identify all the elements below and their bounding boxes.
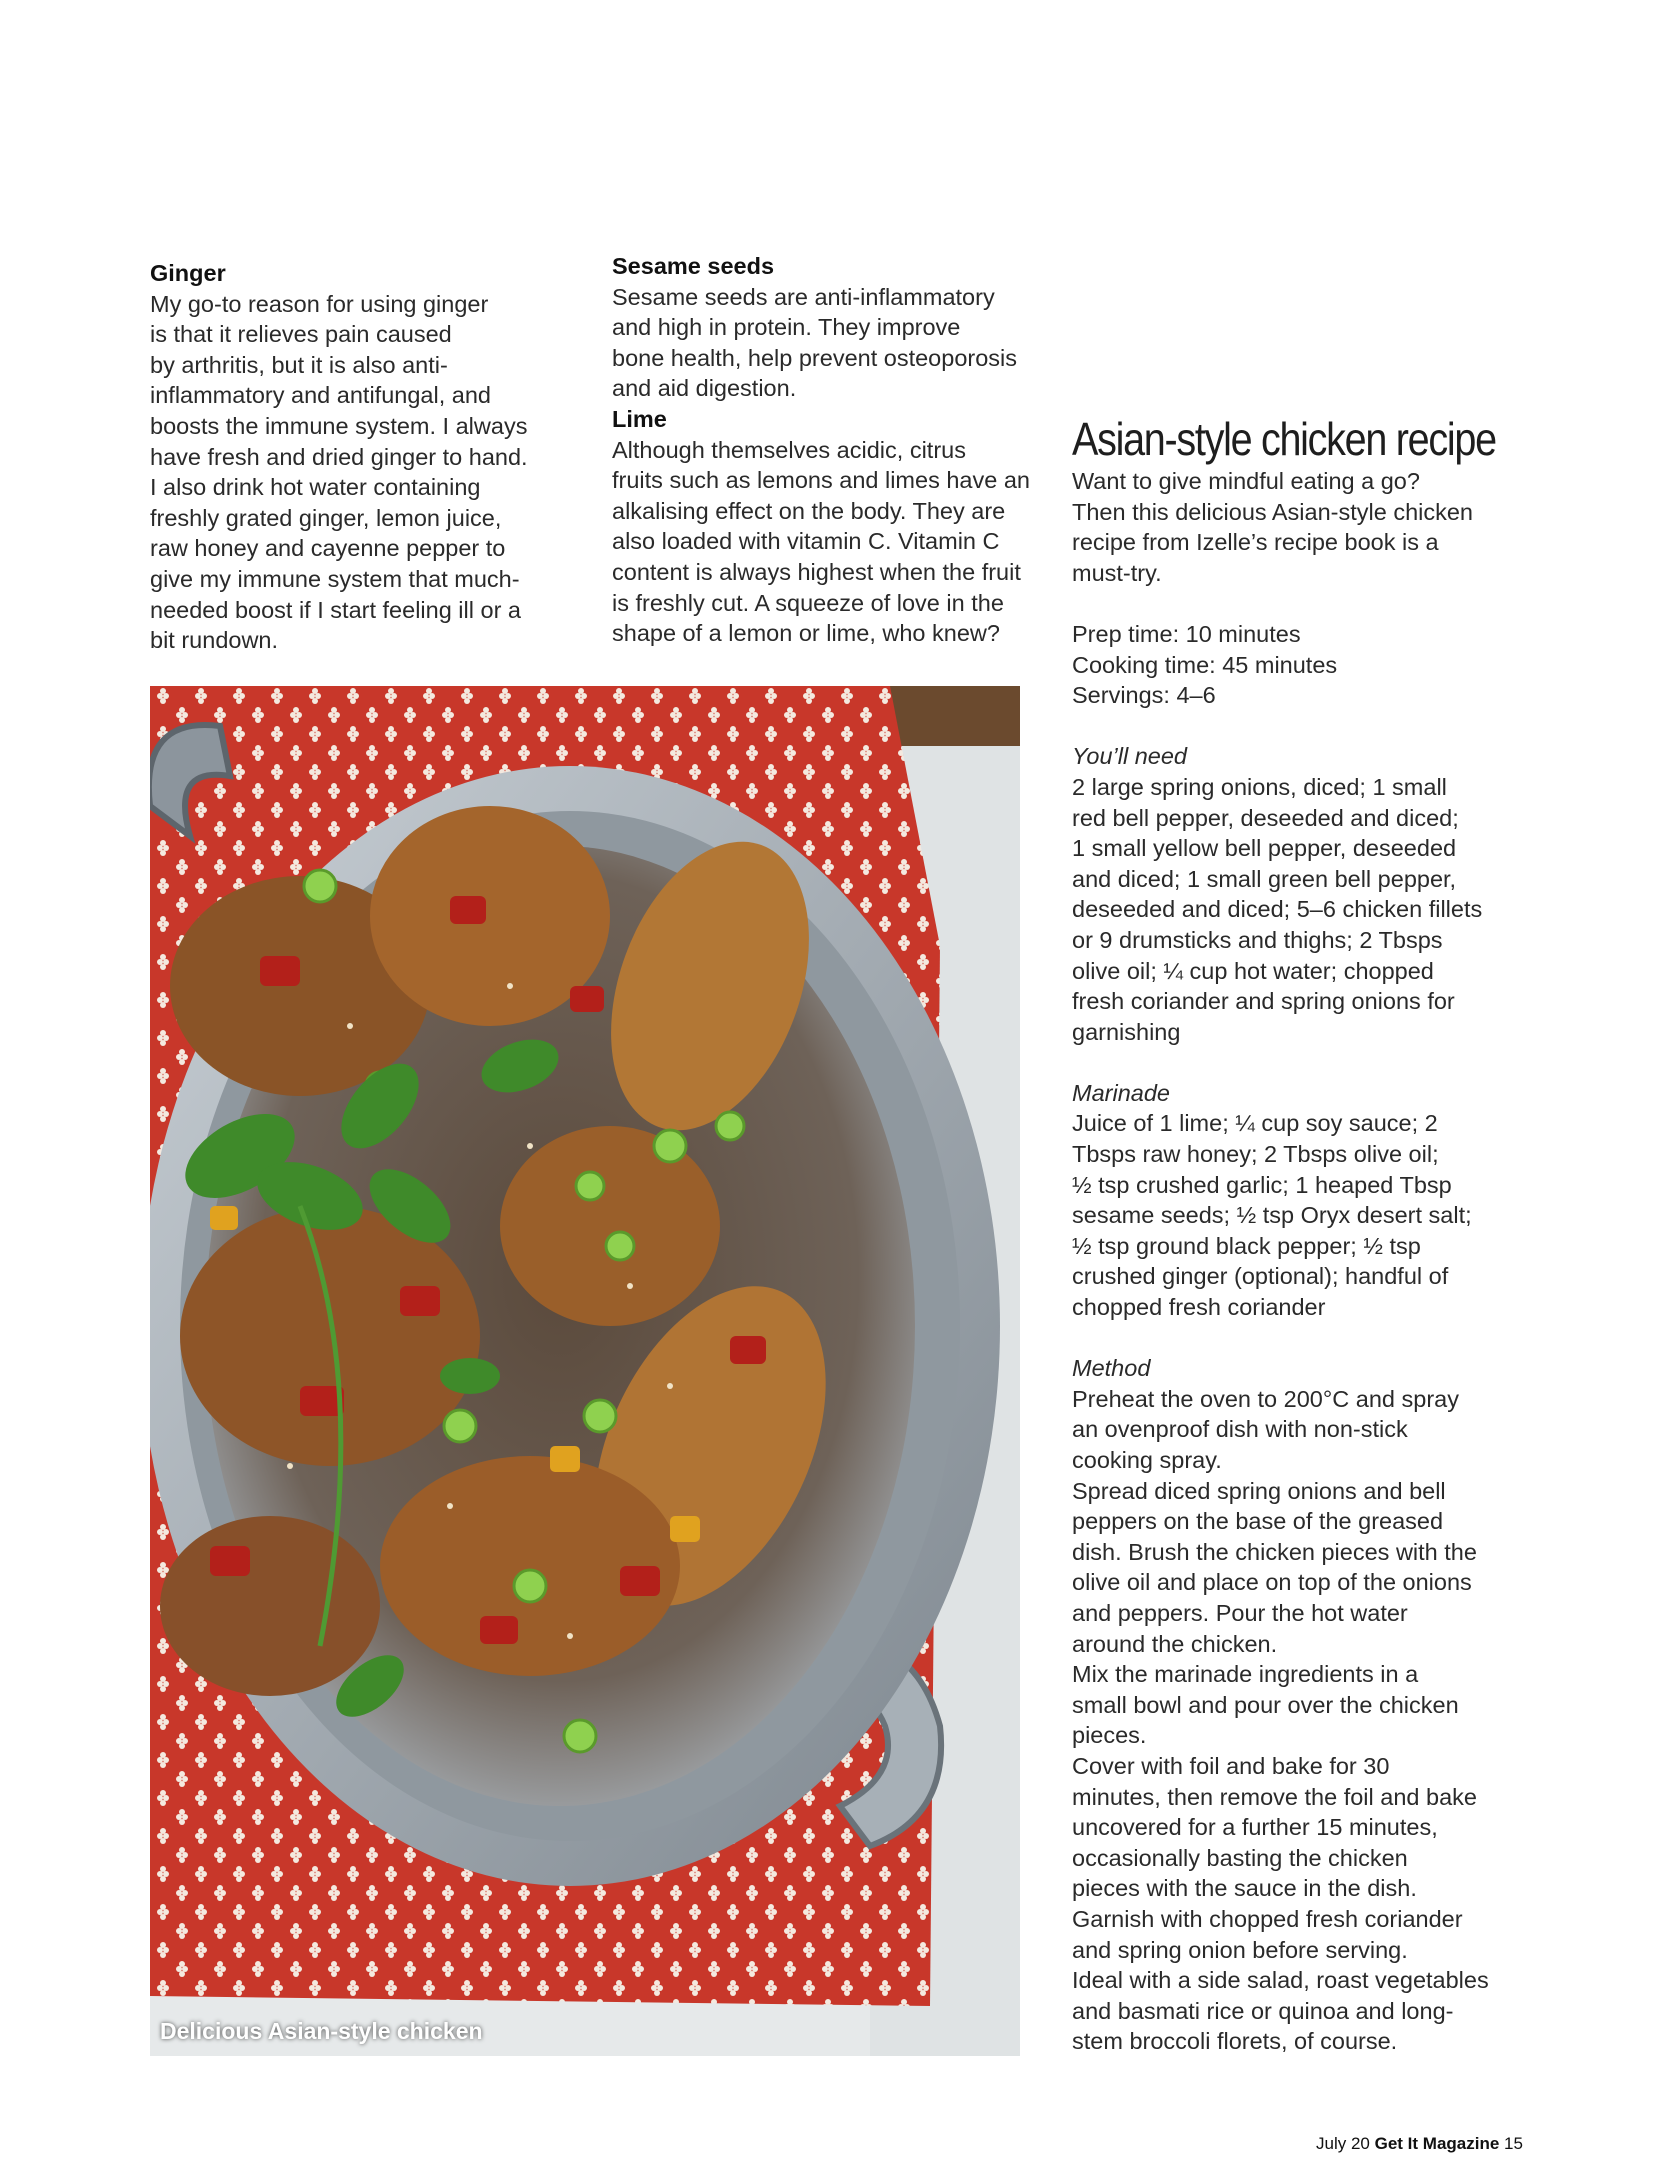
ginger-section xyxy=(150,258,550,656)
lime-body xyxy=(612,435,1052,649)
method-steps-line: minutes, then remove the foil and bake xyxy=(1072,1783,1477,1810)
method-steps-line: uncovered for a further 15 minutes, xyxy=(1072,1814,1438,1841)
recipe-intro-line: must-try. xyxy=(1072,559,1162,586)
sesame-body-line: bone health, help prevent osteoporosis xyxy=(612,344,1018,371)
lime-body-line: shape of a lemon or lime, who knew? xyxy=(612,620,1000,647)
recipe-intro-line: recipe from Izelle’s recipe book is a xyxy=(1072,529,1439,556)
sesame-body-line: and aid digestion. xyxy=(612,375,797,402)
ingredients-list-line: 1 small yellow bell pepper, deseeded xyxy=(1072,835,1457,862)
method-steps-line: olive oil and place on top of the onions xyxy=(1072,1569,1472,1596)
recipe-section xyxy=(1072,412,1512,2057)
method-steps-line: Garnish with chopped fresh coriander xyxy=(1072,1905,1463,1932)
method-steps-line: Mix the marinade ingredients in a xyxy=(1072,1661,1419,1688)
lime-body-line: alkalising effect on the body. They are xyxy=(612,497,1006,524)
ingredients-list-line: deseeded and diced; 5–6 chicken fillets xyxy=(1072,896,1483,923)
issue-date: July 20 xyxy=(1316,2134,1370,2153)
method-steps-line: cooking spray. xyxy=(1072,1447,1222,1473)
ingredients-list-line: fresh coriander and spring onions for xyxy=(1072,988,1455,1015)
sesame-body xyxy=(612,282,1052,404)
sesame-body-line: and high in protein. They improve xyxy=(612,314,961,341)
recipe-intro-line: Want to give mindful eating a go? xyxy=(1072,468,1420,494)
marinade-heading: Marinade xyxy=(1072,1079,1170,1106)
marinade-list-line: Tbsps raw honey; 2 Tbsps olive oil; xyxy=(1072,1141,1439,1168)
method-steps-line: around the chicken. xyxy=(1072,1630,1278,1657)
method-heading: Method xyxy=(1072,1355,1151,1382)
ginger-body-line: My go-to reason for using ginger xyxy=(150,290,489,317)
ginger-heading: Ginger xyxy=(150,260,226,286)
method-steps-line: Spread diced spring onions and bell xyxy=(1072,1477,1446,1504)
method-steps-line: occasionally basting the chicken xyxy=(1072,1844,1408,1871)
ginger-body-line: by arthritis, but it is also anti- xyxy=(150,351,448,378)
ginger-body-line: bit rundown. xyxy=(150,627,279,654)
ginger-body-line: is that it relieves pain caused xyxy=(150,321,452,348)
ginger-body-line: I also drink hot water containing xyxy=(150,474,481,501)
photo-caption: Delicious Asian-style chicken xyxy=(160,2018,483,2044)
lime-body-line: also loaded with vitamin C. Vitamin C xyxy=(612,528,1000,555)
marinade-list-line: sesame seeds; ½ tsp Oryx desert salt; xyxy=(1072,1202,1472,1229)
method-steps-line: dish. Brush the chicken pieces with the xyxy=(1072,1538,1477,1565)
lime-body-line: content is always highest when the fruit xyxy=(612,558,1021,585)
marinade-list xyxy=(1072,1108,1512,1322)
ginger-body-line: have fresh and dried ginger to hand. xyxy=(150,443,528,470)
method-steps-line: and basmati rice or quinoa and long- xyxy=(1072,1997,1454,2024)
method-steps-line: Cover with foil and bake for 30 xyxy=(1072,1752,1390,1779)
chicken-dish-photo xyxy=(150,686,1020,2056)
method-steps-line: Ideal with a side salad, roast vegetables xyxy=(1072,1967,1489,1994)
ginger-body-line: give my immune system that much- xyxy=(150,565,520,592)
ginger-body-line: boosts the immune system. I always xyxy=(150,412,528,439)
marinade-list-line: chopped fresh coriander xyxy=(1072,1294,1326,1321)
ingredients-list-line: olive oil; ¼ cup hot water; chopped xyxy=(1072,957,1434,984)
page-footer xyxy=(1316,2134,1523,2154)
method-steps-line: and peppers. Pour the hot water xyxy=(1072,1599,1408,1626)
sesame-lime-section xyxy=(612,251,1052,649)
lime-body-line: is freshly cut. A squeeze of love in the xyxy=(612,589,1004,616)
prep-time: Prep time: 10 minutes xyxy=(1072,620,1301,647)
lime-body-line: fruits such as lemons and limes have an xyxy=(612,467,1030,494)
ingredients-list xyxy=(1072,772,1512,1047)
ginger-body-line: needed boost if I start feeling ill or a xyxy=(150,596,521,623)
method-steps-line: peppers on the base of the greased xyxy=(1072,1508,1444,1535)
ginger-body-line: inflammatory and antifungal, and xyxy=(150,382,491,409)
marinade-list-line: Juice of 1 lime; ¼ cup soy sauce; 2 xyxy=(1072,1110,1438,1137)
marinade-list-line: crushed ginger (optional); handful of xyxy=(1072,1263,1449,1290)
ingredients-list-line: or 9 drumsticks and thighs; 2 Tbsps xyxy=(1072,926,1443,953)
method-steps-line: an ovenproof dish with non-stick xyxy=(1072,1416,1408,1443)
ingredients-list-line: red bell pepper, deseeded and diced; xyxy=(1072,804,1459,831)
ingredients-list-line: and diced; 1 small green bell pepper, xyxy=(1072,865,1457,892)
ingredients-list-line: 2 large spring onions, diced; 1 small xyxy=(1072,773,1447,800)
method-steps-line: Preheat the oven to 200°C and spray xyxy=(1072,1385,1459,1412)
marinade-list-line: ½ tsp ground black pepper; ½ tsp xyxy=(1072,1232,1421,1259)
servings: Servings: 4–6 xyxy=(1072,682,1216,709)
ginger-body-line: freshly grated ginger, lemon juice, xyxy=(150,504,502,531)
sesame-heading: Sesame seeds xyxy=(612,253,775,279)
lime-body-line: Although themselves acidic, citrus xyxy=(612,436,966,463)
ingredients-list-line: garnishing xyxy=(1072,1018,1181,1045)
method-steps-line: stem broccoli florets, of course. xyxy=(1072,2028,1398,2055)
method-steps-line: pieces with the sauce in the dish. xyxy=(1072,1875,1417,1902)
ginger-body-line: raw honey and cayenne pepper to xyxy=(150,535,506,562)
ginger-body xyxy=(150,289,550,656)
method-steps-line: and spring onion before serving. xyxy=(1072,1936,1408,1963)
method-steps-line: small bowl and pour over the chicken xyxy=(1072,1691,1459,1718)
ingredients-heading: You’ll need xyxy=(1072,743,1187,770)
lime-heading: Lime xyxy=(612,405,667,432)
method-steps xyxy=(1072,1384,1512,2057)
recipe-intro xyxy=(1072,466,1512,588)
recipe-title: Asian-style chicken recipe xyxy=(1072,413,1496,465)
page-number: 15 xyxy=(1504,2134,1523,2153)
sesame-body-line: Sesame seeds are anti-inflammatory xyxy=(612,283,995,310)
magazine-name: Get It Magazine xyxy=(1374,2134,1500,2153)
recipe-intro-line: Then this delicious Asian-style chicken xyxy=(1072,498,1474,525)
cooking-time: Cooking time: 45 minutes xyxy=(1072,651,1338,678)
marinade-list-line: ½ tsp crushed garlic; 1 heaped Tbsp xyxy=(1072,1171,1452,1198)
method-steps-line: pieces. xyxy=(1072,1722,1147,1749)
